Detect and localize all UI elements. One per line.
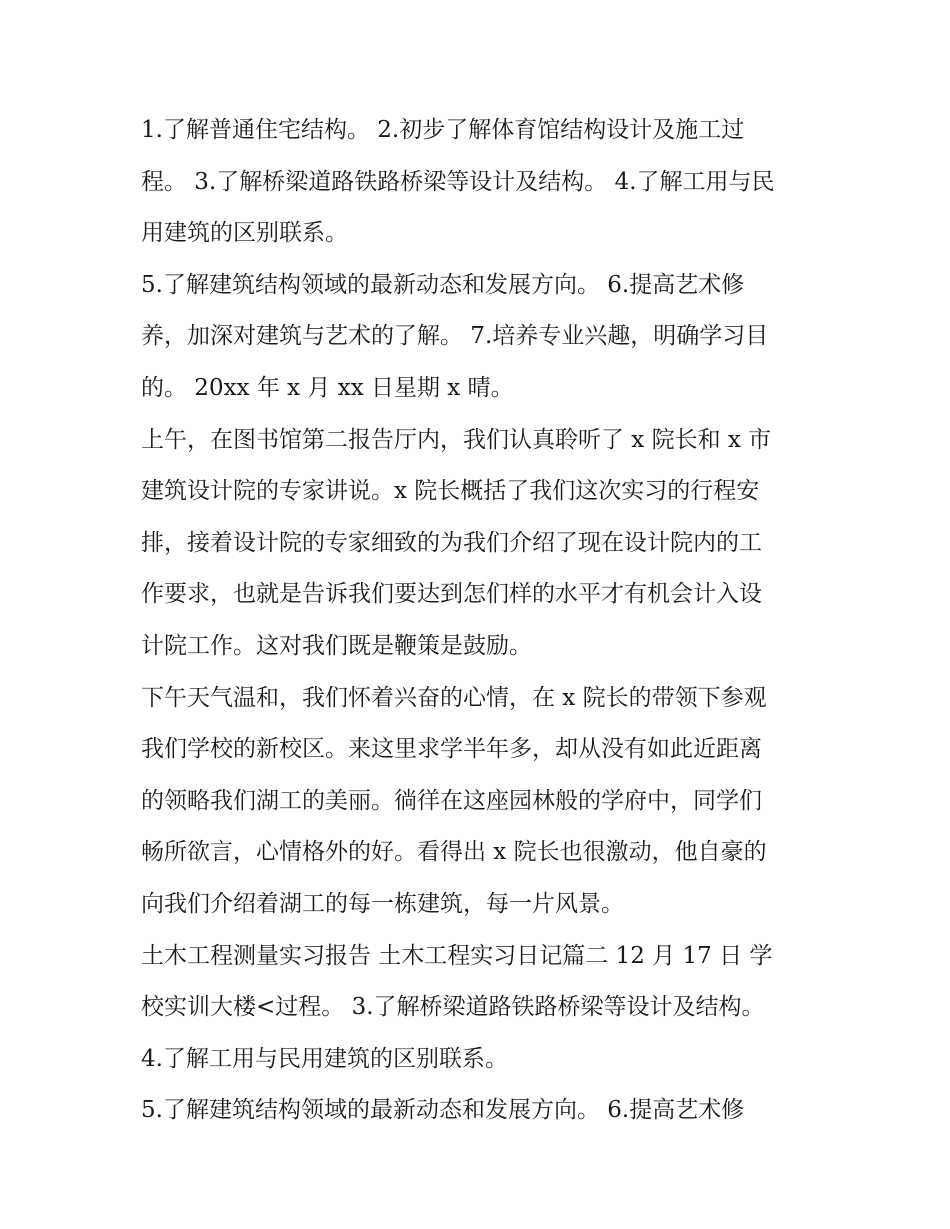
text-line-4: 5.了解建筑结构领域的最新动态和发展方向。 6.提高艺术修 xyxy=(141,271,745,298)
text-line-14: 的领略我们湖工的美丽。徜徉在这座园林般的学府中，同学们 xyxy=(141,787,762,814)
text-line-15: 畅所欲言，心情格外的好。看得出 x 院长也很激动，他自豪的 xyxy=(141,839,767,866)
text-line-10: 作要求，也就是告诉我们要达到怎们样的水平才有机会计入设 xyxy=(141,581,762,608)
text-line-6: 的。 20xx 年 x 月 xx 日星期 x 晴。 xyxy=(141,374,514,401)
text-line-8: 建筑设计院的专家讲说。x 院长概括了我们这次实习的行程安 xyxy=(141,478,760,505)
text-line-7: 上午，在图书馆第二报告厅内，我们认真聆听了 x 院长和 x 市 xyxy=(141,426,772,453)
text-line-5: 养，加深对建筑与艺术的了解。 7.培养专业兴趣，明确学习目 xyxy=(141,323,769,350)
text-line-18: 校实训大楼<过程。 3.了解桥梁道路铁路桥梁等设计及结构。 xyxy=(141,994,765,1021)
text-line-12: 下午天气温和，我们怀着兴奋的心情，在 x 院长的带领下参观 xyxy=(141,684,767,711)
text-line-13: 我们学校的新校区。来这里求学半年多，却从没有如此近距离 xyxy=(141,736,762,763)
text-line-2: 程。 3.了解桥梁道路铁路桥梁等设计及结构。 4.了解工用与民 xyxy=(141,168,775,195)
text-line-1: 1.了解普通住宅结构。 2.初步了解体育馆结构设计及施工过 xyxy=(141,117,745,143)
text-line-11: 计院工作。这对我们既是鞭策是鼓励。 xyxy=(141,632,532,659)
text-line-19: 4.了解工用与民用建筑的区别联系。 xyxy=(141,1045,508,1072)
text-line-20: 5.了解建筑结构领域的最新动态和发展方向。 6.提高艺术修 xyxy=(141,1097,745,1124)
document-body xyxy=(141,105,813,1137)
text-line-16: 向我们介绍着湖工的每一栋建筑，每一片风景。 xyxy=(141,890,624,917)
text-line-3: 用建筑的区别联系。 xyxy=(141,220,348,247)
text-line-17: 土木工程测量实习报告 土木工程实习日记篇二 12 月 17 日 学 xyxy=(141,942,773,969)
text-line-9: 排，接着设计院的专家细致的为我们介绍了现在设计院内的工 xyxy=(141,529,762,556)
